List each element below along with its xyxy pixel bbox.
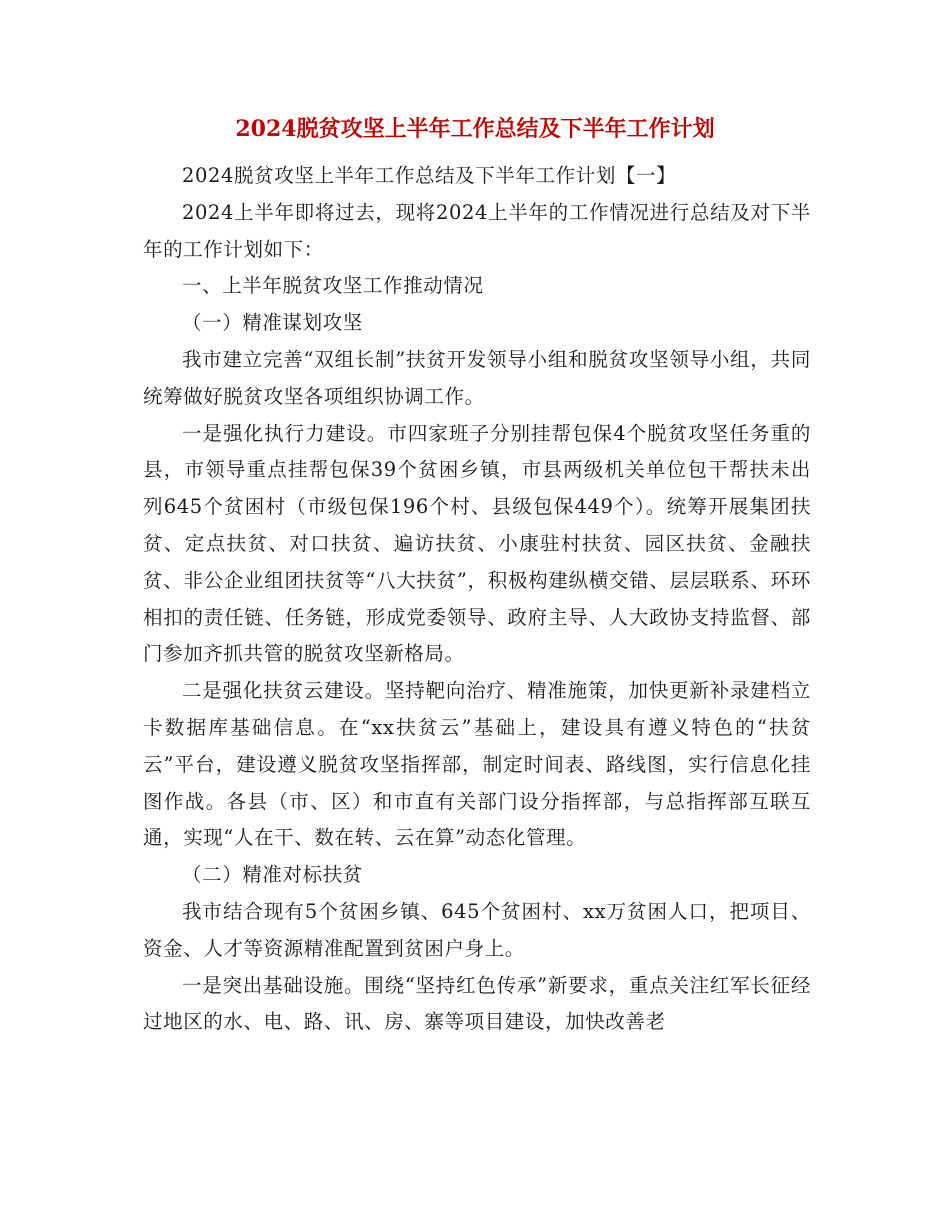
document-title: 2024脱贫攻坚上半年工作总结及下半年工作计划 (235, 116, 715, 142)
paragraph: 我市结合现有5个贫困乡镇、645个贫困村、xx万贫困人口，把项目、资金、人才等资源精准配置到贫困户身上。 (143, 899, 811, 960)
subsection-heading-2: （二）精准对标扶贫 (182, 863, 363, 887)
paragraph: 一是突出基础设施。围绕“坚持红色传承”新要求，重点关注红军长征经过地区的水、电、路、讯、房、寨等项目建设，加快改善老 (143, 973, 811, 1034)
document-body (143, 158, 811, 1041)
paragraph: 二是强化扶贫云建设。坚持靶向治疗、精准施策，加快更新补录建档立卡数据库基础信息。在“xx扶贫云”基础上，建设具有遵义特色的“扶贫云”平台，建设遵义脱贫攻坚指挥部，制定时间表、路线图，实行信息化挂图作战。各县（市、区）和市直有关部门设分指挥部，与总指挥部互联互通，实现“人在干、数在转、云在算”动态化管理。 (143, 679, 811, 850)
paragraph: 我市建立完善“双组长制”扶贫开发领导小组和脱贫攻坚领导小组，共同统筹做好脱贫攻坚各项组织协调工作。 (143, 347, 811, 408)
paragraph: 一是强化执行力建设。市四家班子分别挂帮包保4个脱贫攻坚任务重的县，市领导重点挂帮包保39个贫困乡镇，市县两级机关单位包干帮扶未出列645个贫困村（市级包保196个村、县级包保449个）。统筹开展集团扶贫、定点扶贫、对口扶贫、遍访扶贫、小康驻村扶贫、园区扶贫、金融扶贫、非公企业组团扶贫等“八大扶贫”，积极构建纵横交错、层层联系、环环相扣的责任链、任务链，形成党委领导、政府主导、人大政协支持监督、部门参加齐抓共管的脱贫攻坚新格局。 (143, 421, 811, 666)
intro-paragraph: 2024上半年即将过去，现将2024上半年的工作情况进行总结及对下半年的工作计划如下： (143, 200, 811, 261)
subsection-heading-1: （一）精准谋划攻坚 (182, 311, 363, 335)
section-heading-1: 一、上半年脱贫攻坚工作推动情况 (182, 274, 484, 298)
subtitle-paragraph: 2024脱贫攻坚上半年工作总结及下半年工作计划【一】 (182, 164, 677, 187)
